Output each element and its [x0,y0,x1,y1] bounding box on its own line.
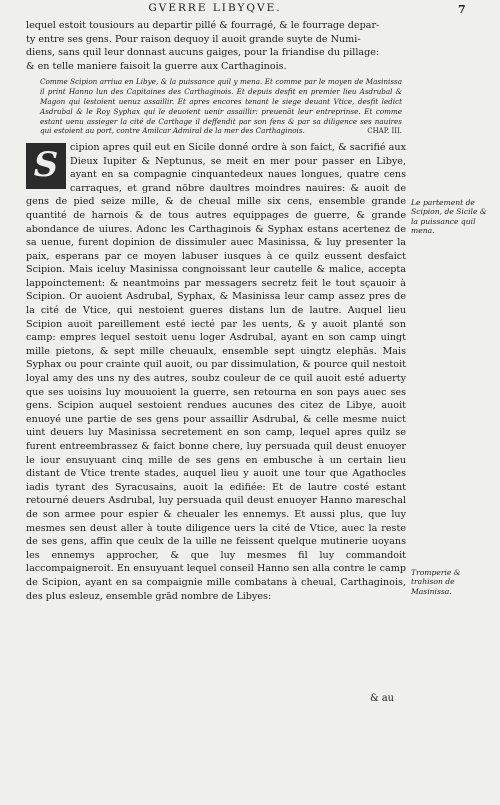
page-number: 7 [458,3,466,16]
running-title: GVERRE LIBYQVE. [148,2,282,14]
body-text: cipion apres quil eut en Sicile donné ordre à son faict, & sacrifié aux Dieux Iupiter & Neptunus, se meit en mer pour passer en Libye, ayant en sa compagnie cinquantedeux naues longues, quatre cens carraques, et grand nōbre daultres moindres nauires: & auoit de gens de pied seize mille, & de cheual mille six cens, ensemble grande quantité de harnois & de tous autres equippages de guerre, & grande abondance de uiures. Adonc les Carthaginois & Syphax estans acertenez de sa uenue, furent dopinion de dissimuler auec Masinissa, & luy presenter la paix, esperans par ce moyen labuser iusques à ce quilz eussent desfaict Scipion. Mais iceluy Masinissa congnoissant leur cautelle & malice, accepta lappoinctement: & neantmoins par messagers secretz feit le tout sçauoir à Scipion. Or auoient Asdrubal, Syphax, & Masinissa leur camp assez pres de la cité de Vtice, qui nestoient gueres distans lun de lautre. Auquel lieu Scipion auoit pareillement esté iecté par les uents, & y auoit planté son camp: empres lequel sestoit uenu loger Asdrubal, ayant en son camp uingt mille pietons, & sept mille cheuaulx, ensemble sept uingtz elephās. Mais Syphax ou pour crainte quil auoit, ou par dissimulation, & pource quil nestoit loyal amy des uns ny des autres, soubz couleur de ce quil auoit esté aduerty que ses uoisins luy mouuoient la guerre, sen retourna en son pays auec ses gens. Scipion auquel sestoient rendues aucunes des citez de Libye, auoit enuoyé une partie de ses gens pour assaillir Asdrubal, & celle mesme nuict uint deuers luy Masinissa secretement en son camp, lequel apres quilz se furent entreembrassez & faict bonne chere, luy persuada quil deust enuoyer le iour ensuyuant cinq mille de ses gens en embusche à un certain lieu distant de Vtice trente stades, auquel lieu y auoit une tour que Agathocles iadis tyrant des Syracusains, auoit la edifiée: Et de lautre costé estant retourné deuers Asdrubal, luy persuada quil deust enuoyer Hanno mareschal de son armee pour espier & cheualer les ennemys. Et aussi plus, que luy mesmes sen deust aller à toute diligence uers la cité de Vtice, auec la reste de ses gens, affin que ceulx de la uille ne feissent quelque mutinerie uoyans les ennemys approcher, & que luy mesmes fil luy commandoit laccompaigneroit. En ensuyuant lequel conseil Hanno sen alla contre le camp de Scipion, ayant en sa compaignie mille combatans à cheual, Carthaginois, des plus esleuz, ensemble grād nombre de Libyes: [26,141,406,602]
main-text-column [26,19,406,603]
chapter-summary [40,77,402,137]
catchword: & au [370,693,394,704]
body-paragraph [26,141,406,603]
intro-line: lequel estoit tousiours au departir pillé & fourragé, & le fourrage depar- [26,20,380,31]
intro-line: ty entre ses gens. Pour raison dequoy il auoit grande suyte de Numi- [26,33,361,45]
intro-line: & en telle maniere faisoit la guerre aux Carthaginois. [26,60,287,72]
margin-note-treachery: Tromperie & trahison de Masinissa. [411,568,461,596]
chapter-heading: CHAP. III. [367,127,402,136]
decorated-initial [26,143,66,189]
summary-text: Comme Scipion arriua en Libye, & la puissance quil y mena. Et comme par le moyen de Masinissa il print Hanno lun des Capitaines des Carthaginois. Et depuis desfit en premier lieu Asdrubal & Magon qui lestoient uenuz assaillir. Et apres encores tenant le siege deuant Vtice, desfit ledict Asdrubal & le Roy Syphax qui le deuoient uenir assaillir: preuenāt leur entreprinse. Et comme estant uenu assieger la cité de Carthage il deffendit par son fens & par sa diligence ses nauires qui estoient au port, contre Amilcar Admiral de la mer des Carthaginois. [40,77,402,136]
intro-line: diens, sans quil leur donnast aucuns gaiges, pour la friandise du pillage: [26,47,380,59]
decorated-initial-letter: S [33,145,59,186]
margin-note-departure: Le partement de Scipion, de Sicile & la puissance quil mena. [411,198,487,236]
